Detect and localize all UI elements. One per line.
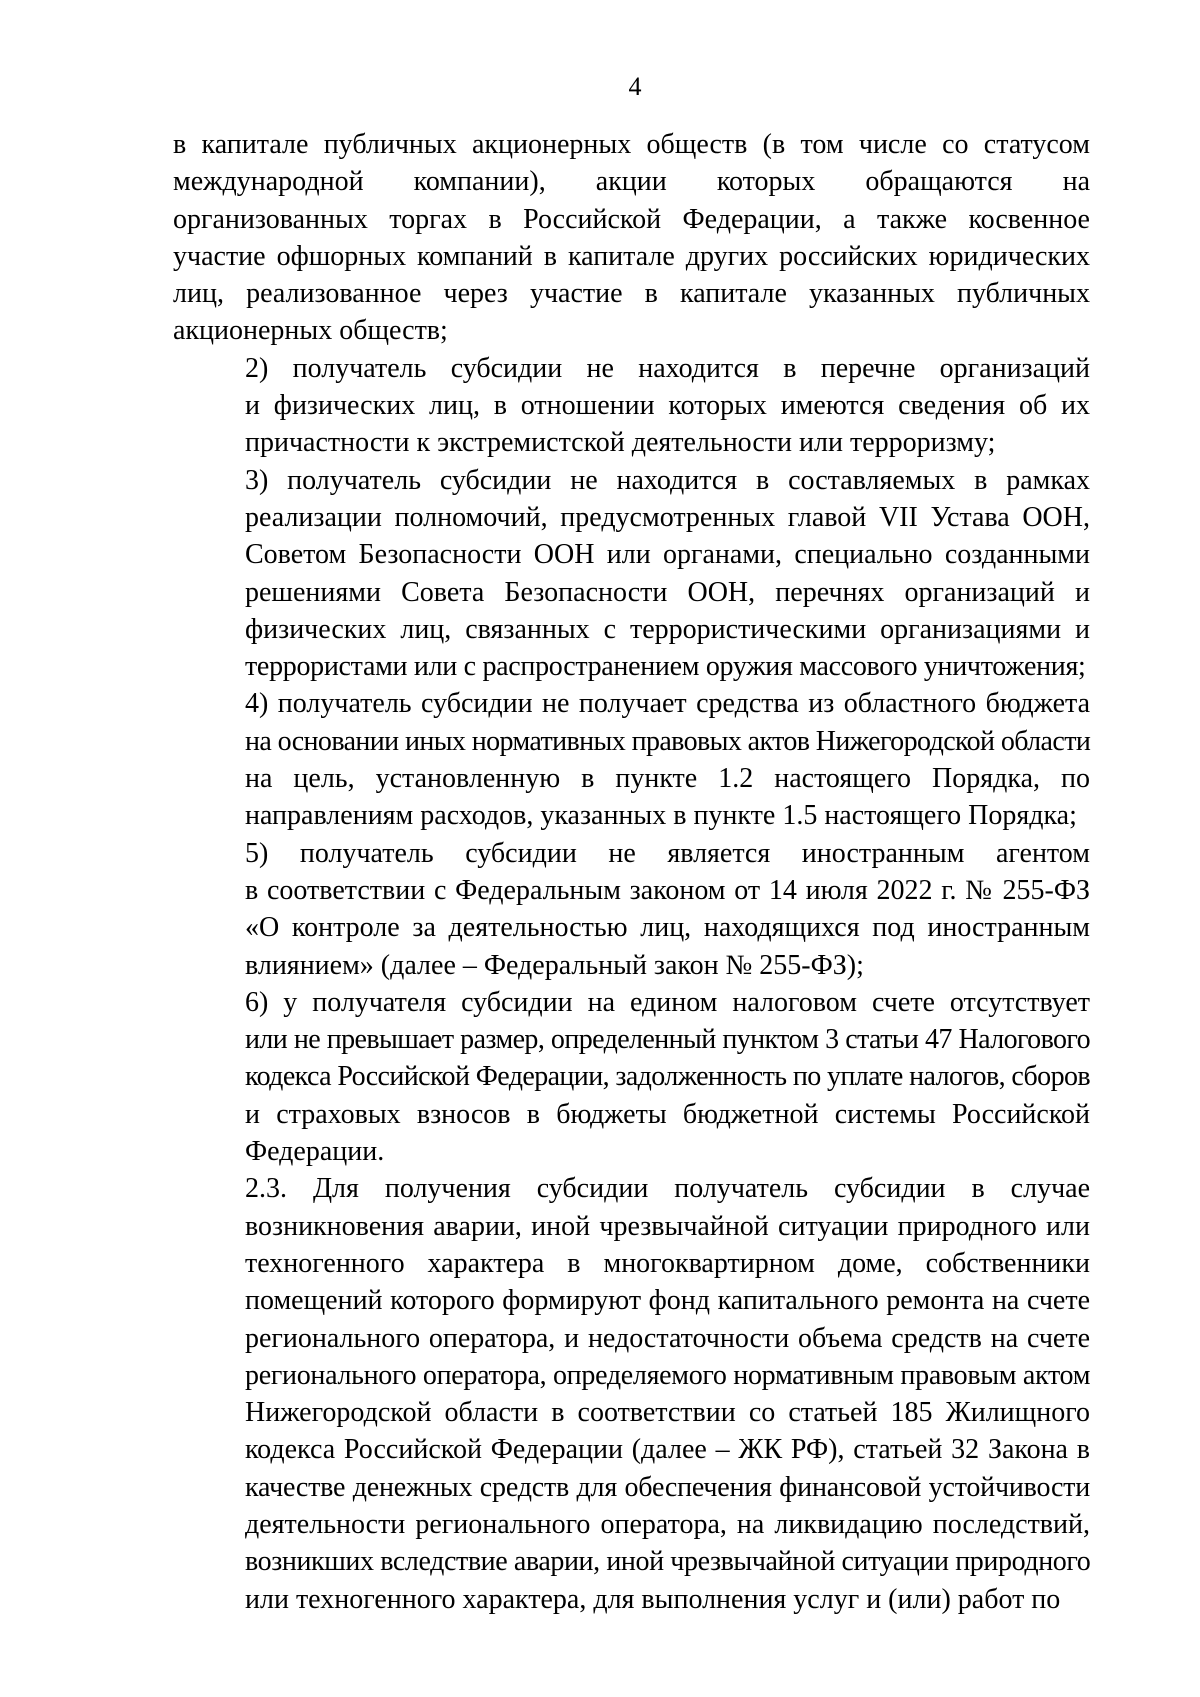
text-line: возникших вследствие аварии, иной чрезвычайной ситуации природного <box>245 1546 1091 1578</box>
text-line: деятельности регионального оператора, на ликвидацию последствий, <box>245 1508 1090 1540</box>
text-line: 3) получатель субсидии не находится в составляемых в рамках <box>245 464 1090 496</box>
text-line: помещений которого формируют фонд капитального ремонта на счете <box>245 1285 1090 1317</box>
text-line: кодекса Российской Федерации (далее – ЖК РФ), статьей 32 Закона в <box>245 1434 1090 1466</box>
paragraph <box>173 462 1090 686</box>
text-line: 5) получатель субсидии не является иностранным агентом <box>245 837 1090 869</box>
text-line: качестве денежных средств для обеспечения финансовой устойчивости <box>245 1471 1090 1503</box>
text-line: реализации полномочий, предусмотренных главой VII Устава ООН, <box>245 501 1090 533</box>
text-line: регионального оператора, определяемого нормативным правовым актом <box>245 1359 1091 1391</box>
text-line: возникновения аварии, иной чрезвычайной ситуации природного или <box>245 1210 1090 1242</box>
text-line: или не превышает размер, определенный пунктом 3 статьи 47 Налогового <box>245 1024 1090 1056</box>
text-line: Нижегородской области в соответствии со статьей 185 Жилищного <box>245 1397 1090 1429</box>
document-body <box>173 126 1090 1618</box>
text-line: международной компании), акции которых обращаются на <box>173 166 1090 198</box>
text-line: решениями Совета Безопасности ООН, перечнях организаций и <box>245 576 1090 608</box>
paragraph <box>173 126 1090 350</box>
text-line: в соответствии с Федеральным законом от 14 июля 2022 г. № 255-ФЗ <box>245 874 1090 906</box>
text-line: Советом Безопасности ООН или органами, специально созданными <box>245 539 1090 571</box>
paragraph <box>173 685 1090 834</box>
text-line: влиянием» (далее – Федеральный закон № 255-ФЗ); <box>245 949 864 981</box>
text-line: организованных торгах в Российской Федерации, а также косвенное <box>173 203 1090 235</box>
paragraph <box>173 1170 1090 1618</box>
text-line: регионального оператора, и недостаточности объема средств на счете <box>245 1322 1090 1354</box>
text-line: 4) получатель субсидии не получает средства из областного бюджета <box>245 688 1090 720</box>
paragraph <box>173 350 1090 462</box>
text-line: и страховых взносов в бюджеты бюджетной системы Российской <box>245 1098 1090 1130</box>
text-line: направлениям расходов, указанных в пункте 1.5 настоящего Порядка; <box>245 800 1077 832</box>
text-line: «О контроле за деятельностью лиц, находящихся под иностранным <box>245 912 1090 944</box>
text-line: на цель, установленную в пункте 1.2 настоящего Порядка, по <box>245 763 1090 795</box>
text-line: кодекса Российской Федерации, задолженность по уплате налогов, сборов <box>245 1061 1091 1093</box>
text-line: 2.3. Для получения субсидии получатель субсидии в случае <box>245 1173 1090 1205</box>
text-line: или техногенного характера, для выполнения услуг и (или) работ по <box>245 1583 1061 1615</box>
text-line: Федерации. <box>245 1136 385 1168</box>
paragraph <box>173 835 1090 984</box>
text-line: на основании иных нормативных правовых актов Нижегородской области <box>245 725 1091 757</box>
text-line: акционерных обществ; <box>173 315 448 347</box>
text-line: и физических лиц, в отношении которых имеются сведения об их <box>245 390 1090 422</box>
text-line: 2) получатель субсидии не находится в перечне организаций <box>245 352 1090 384</box>
text-line: лиц, реализованное через участие в капитале указанных публичных <box>173 278 1090 310</box>
text-line: террористами или с распространением оружия массового уничтожения; <box>245 651 1086 683</box>
page-number: 4 <box>628 72 642 101</box>
text-line: техногенного характера в многоквартирном доме, собственники <box>245 1247 1090 1279</box>
text-line: 6) у получателя субсидии на едином налоговом счете отсутствует <box>245 986 1090 1018</box>
text-line: причастности к экстремистской деятельности или терроризму; <box>245 427 996 459</box>
text-line: участие офшорных компаний в капитале других российских юридических <box>173 240 1090 272</box>
text-line: в капитале публичных акционерных обществ (в том числе со статусом <box>173 129 1090 160</box>
paragraph <box>173 984 1090 1170</box>
text-line: физических лиц, связанных с террористическими организациями и <box>245 613 1090 645</box>
